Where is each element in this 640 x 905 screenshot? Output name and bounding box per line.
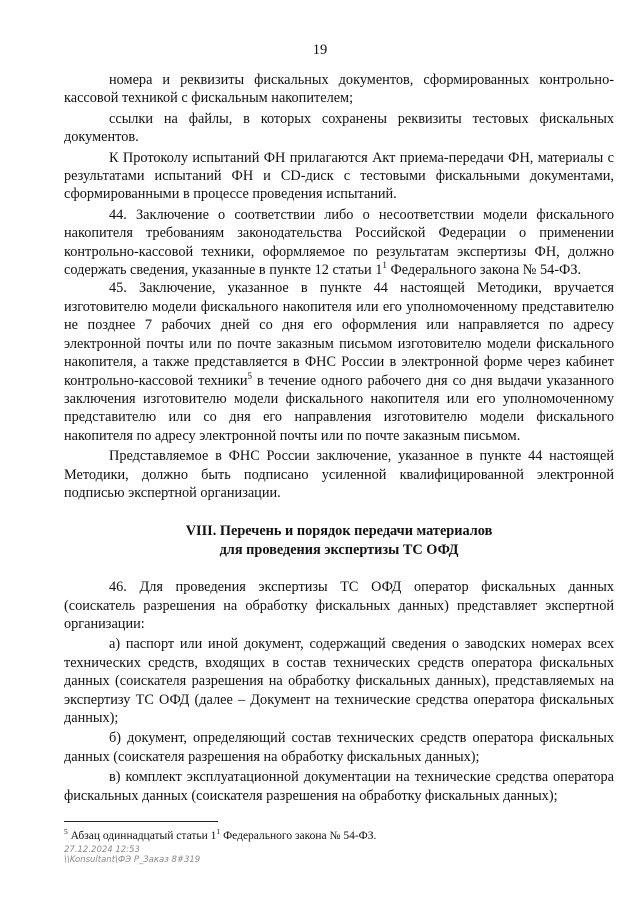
print-stamp (64, 845, 200, 865)
paragraph-45-text-end: в течение одного рабочего дня со дня выдачи указанного заключения изготовителю модели фискального накопителя или его уполномоченному представителю или со дня его направления изготовителю модели фискального накопителя по адресу электронной почты или по почте заказным письмом. (64, 372, 614, 444)
paragraph-45-text: 45. Заключение, указанное в пункте 44 настоящей Методики, вручается изготовителю модели фискального накопителя или его уполномоченному представителю не позднее 7 рабочих дней со дня его оформления или направляется по адресу электронной почты или по почте заказным письмом изготовителю модели фискального накопителя, а также представляется в ФНС России в электронной форме через кабинет контрольно-кассовой техники (64, 280, 614, 389)
page-number: 19 (312, 42, 328, 58)
paragraph-45 (64, 279, 614, 445)
print-stamp-path: \\Konsultant\ФЭ Р_Заказ 8#319 (64, 855, 201, 865)
print-stamp-date: 27.12.2024 12:53 (64, 845, 140, 855)
footnote-divider (64, 821, 218, 822)
footnote-superscript: 1 (216, 827, 221, 837)
paragraph-fiscal-doc-numbers: номера и реквизиты фискальных документов, сформированных контрольно-кассовой техникой с фискальным накопителем; (64, 72, 614, 107)
list-item-c: в) комплект эксплуатационной документации на технические средства оператора фискальных данных (соискателя разрешения на обработку фискальных данных); (64, 769, 614, 804)
paragraph-46: 46. Для проведения экспертизы ТС ОФД оператор фискальных данных (соискатель разрешения на обработку фискальных данных) представляет экспертной организации: (64, 579, 614, 632)
paragraph-file-links: ссылки на файлы, в которых сохранены реквизиты тестовых фискальных документов. (64, 110, 614, 146)
document-body (64, 71, 614, 805)
section-heading-line-2: для проведения экспертизы ТС ОФД (219, 541, 459, 558)
section-heading-line-1: VIII. Перечень и порядок передачи материалов (185, 523, 493, 540)
footnote-text: Абзац одиннадцатый статьи 1 (67, 830, 217, 842)
paragraph-44 (64, 206, 614, 280)
paragraph-44-text-end: Федерального закона № 54-ФЗ. (386, 262, 582, 279)
footnote-reference-5: 5 (247, 370, 253, 381)
list-item-b: б) документ, определяющий состав технических средств оператора фискальных данных (соискателя разрешения на обработку фискальных данных); (64, 730, 614, 765)
list-item-a: а) паспорт или иной документ, содержащий сведения о заводских номерах всех технических средств, входящих в состав технических средств оператора фискальных данных (соискателя разрешения на обработку фискальных данных), представляемых на экспертизу ТС ОФД (далее – Документ на технические средства оператора фискальных данных); (64, 636, 614, 726)
footnote-text-end: Федерального закона № 54-ФЗ. (220, 830, 377, 842)
footnote-5 (64, 829, 614, 843)
footnote-mark: 5 (64, 827, 68, 837)
paragraph-44-text: 44. Заключение о соответствии либо о несоответствии модели фискального накопителя требованиям законодательства Российской Федерации о применении контрольно-кассовой техники, оформляемое по результатам экспертизы ФН, должно содержать сведения, указанные в пункте 12 статьи 1 (64, 206, 614, 279)
paragraph-protocol-attachments: К Протоколу испытаний ФН прилагаются Акт приема-передачи ФН, материалы с результатами испытаний ФН и CD-диск с тестовыми фискальными документами, сформированными в процессе проведения испытаний. (64, 149, 614, 203)
paragraph-44-superscript: 1 (382, 260, 387, 271)
paragraph-conclusion-signature: Представляемое в ФНС России заключение, указанное в пункте 44 настоящей Методики, должно быть подписано усиленной квалифицированной электронной подписью экспертной организации. (64, 448, 614, 501)
